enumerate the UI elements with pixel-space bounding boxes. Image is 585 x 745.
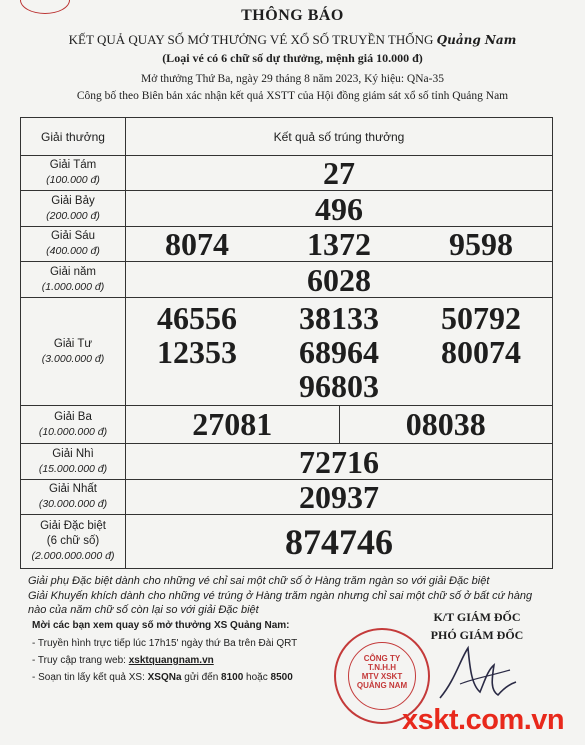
winning-number: 6028 bbox=[307, 261, 371, 298]
prize-numbers bbox=[126, 262, 553, 298]
col-result: Kết quả số trúng thưởng bbox=[126, 118, 553, 156]
signature-scribble bbox=[430, 640, 520, 710]
winning-number: 08038 bbox=[405, 406, 486, 442]
info-sms-prefix: - Soạn tin lấy kết quả XS: bbox=[32, 672, 148, 683]
prize-label bbox=[21, 227, 126, 262]
province-name: Quảng Nam bbox=[436, 33, 517, 47]
prize-amount: (30.000.000 đ) bbox=[38, 498, 108, 510]
ticket-note: (Loại vé có 6 chữ số dự thưởng, mệnh giá 10.000 đ) bbox=[162, 51, 423, 65]
prize-name: Giải Nhì bbox=[52, 447, 94, 460]
prize-numbers bbox=[126, 444, 553, 480]
prize-amount: (15.000.000 đ) bbox=[38, 462, 108, 475]
prize-name: Giải Nhất bbox=[49, 483, 97, 495]
sms-number-1: 8100 bbox=[221, 672, 244, 683]
prize-row-3 bbox=[21, 406, 553, 444]
info-sms-mid: gửi đến bbox=[181, 672, 222, 683]
prize-row-8 bbox=[21, 156, 553, 191]
info-tv: - Truyền hình trực tiếp lúc 17h15' ngày thứ Ba trên Đài QRT bbox=[32, 638, 298, 649]
winning-number: 72716 bbox=[299, 443, 379, 480]
page-title: THÔNG BÁO bbox=[241, 7, 344, 24]
prize-name: Giải Bảy bbox=[51, 194, 95, 207]
winning-number: 12353 bbox=[157, 333, 237, 370]
winning-number: 9598 bbox=[449, 226, 513, 262]
prize-numbers bbox=[126, 298, 553, 406]
sms-code: XSQNa bbox=[147, 672, 182, 683]
winning-number: 8074 bbox=[165, 226, 229, 262]
prize-label bbox=[21, 406, 126, 444]
website-link[interactable]: xsktquangnam.vn bbox=[128, 655, 214, 666]
winning-number: 874746 bbox=[285, 521, 393, 562]
prize-amount: (200.000 đ) bbox=[46, 209, 100, 222]
prize-numbers bbox=[126, 227, 553, 262]
prize-label bbox=[21, 262, 126, 298]
prize-name: Giải Tư bbox=[53, 337, 93, 350]
winning-number: 68964 bbox=[299, 333, 379, 370]
prize-row-special bbox=[21, 515, 553, 569]
results-table bbox=[20, 117, 553, 569]
prize-label bbox=[21, 298, 126, 406]
watermark: xskt.com.vn bbox=[402, 704, 565, 736]
prize-row-4 bbox=[21, 298, 553, 406]
sms-number-2: 8500 bbox=[270, 672, 293, 683]
info-sms-or: hoặc bbox=[243, 672, 271, 683]
prize-label bbox=[21, 480, 126, 515]
prize-numbers bbox=[126, 156, 553, 191]
winning-number: 46556 bbox=[157, 299, 237, 336]
winning-number: 50792 bbox=[441, 299, 521, 336]
prize-numbers bbox=[126, 480, 553, 515]
draw-info: Mở thưởng Thứ Ba, ngày 29 tháng 8 năm 2023, Ký hiệu: QNa-35 bbox=[141, 73, 444, 85]
subtitle-text: KẾT QUẢ QUAY SỐ MỞ THƯỞNG VÉ XỔ SỐ TRUYỀN THỐNG bbox=[68, 32, 434, 47]
prize-row-7 bbox=[21, 191, 553, 227]
winning-number: 20937 bbox=[299, 479, 379, 515]
info-web-prefix: - Truy cập trang web: bbox=[32, 655, 129, 666]
table-header bbox=[21, 118, 553, 156]
certification-line: Công bố theo Biên bản xác nhận kết quả XSTT của Hội đồng giám sát xổ số tỉnh Quảng Nam bbox=[76, 90, 509, 102]
prize-amount: (10.000.000 đ) bbox=[38, 425, 108, 438]
prize-digits-note: (6 chữ số) bbox=[46, 535, 100, 547]
prize-label bbox=[21, 515, 126, 569]
winning-number: 96803 bbox=[299, 367, 379, 404]
winning-number: 1372 bbox=[307, 226, 371, 262]
prize-numbers bbox=[126, 406, 553, 444]
prize-row-1 bbox=[21, 480, 553, 515]
subtitle bbox=[0, 32, 585, 48]
prize-row-6 bbox=[21, 227, 553, 262]
winning-number: 38133 bbox=[299, 299, 379, 336]
prize-amount: (400.000 đ) bbox=[46, 245, 100, 257]
info-intro: Mời các bạn xem quay số mở thưởng XS Quảng Nam: bbox=[32, 620, 290, 631]
prize-row-2 bbox=[21, 444, 553, 480]
prize-numbers bbox=[126, 515, 553, 569]
signature-subtitle: PHÓ GIÁM ĐỐC bbox=[430, 628, 524, 642]
signature-title: K/T GIÁM ĐỐC bbox=[433, 610, 521, 624]
prize-name: Giải Tám bbox=[49, 159, 97, 171]
winning-number: 80074 bbox=[441, 333, 521, 370]
info-sms bbox=[32, 671, 293, 684]
col-prize: Giải thưởng bbox=[21, 118, 126, 156]
prize-name: Giải Ba bbox=[54, 410, 92, 423]
prize-name: Giải Sáu bbox=[50, 230, 96, 242]
footnote-encouragement: Giải Khuyến khích dành cho những vé trúng ở Hàng trăm ngàn nhưng chỉ sai một chữ số ở bất cứ hàng nào của năm chữ số còn lại so với giải Đặc biệt bbox=[28, 590, 533, 616]
winning-number: 496 bbox=[315, 190, 363, 227]
prize-numbers bbox=[126, 191, 553, 227]
prize-row-5 bbox=[21, 262, 553, 298]
prize-label bbox=[21, 444, 126, 480]
prize-label bbox=[21, 191, 126, 227]
prize-amount: (3.000.000 đ) bbox=[41, 352, 105, 365]
footnote-consolation: Giải phụ Đặc biệt dành cho những vé chỉ sai một chữ số ở Hàng trăm ngàn so với giải Đặc biệt bbox=[28, 575, 490, 587]
prize-name: Giải Đặc biệt bbox=[40, 520, 106, 532]
prize-name: Giải năm bbox=[49, 265, 97, 278]
prize-amount: (2.000.000.000 đ) bbox=[31, 550, 115, 562]
info-web bbox=[32, 654, 214, 667]
prize-amount: (1.000.000 đ) bbox=[41, 280, 105, 293]
prize-label bbox=[21, 156, 126, 191]
winning-number: 27 bbox=[323, 155, 355, 191]
winning-number: 27081 bbox=[126, 406, 340, 443]
prize-amount: (100.000 đ) bbox=[46, 174, 100, 186]
stamp-text: CÔNG TY T.N.H.H MTV XSKT QUẢNG NAM bbox=[356, 654, 408, 690]
